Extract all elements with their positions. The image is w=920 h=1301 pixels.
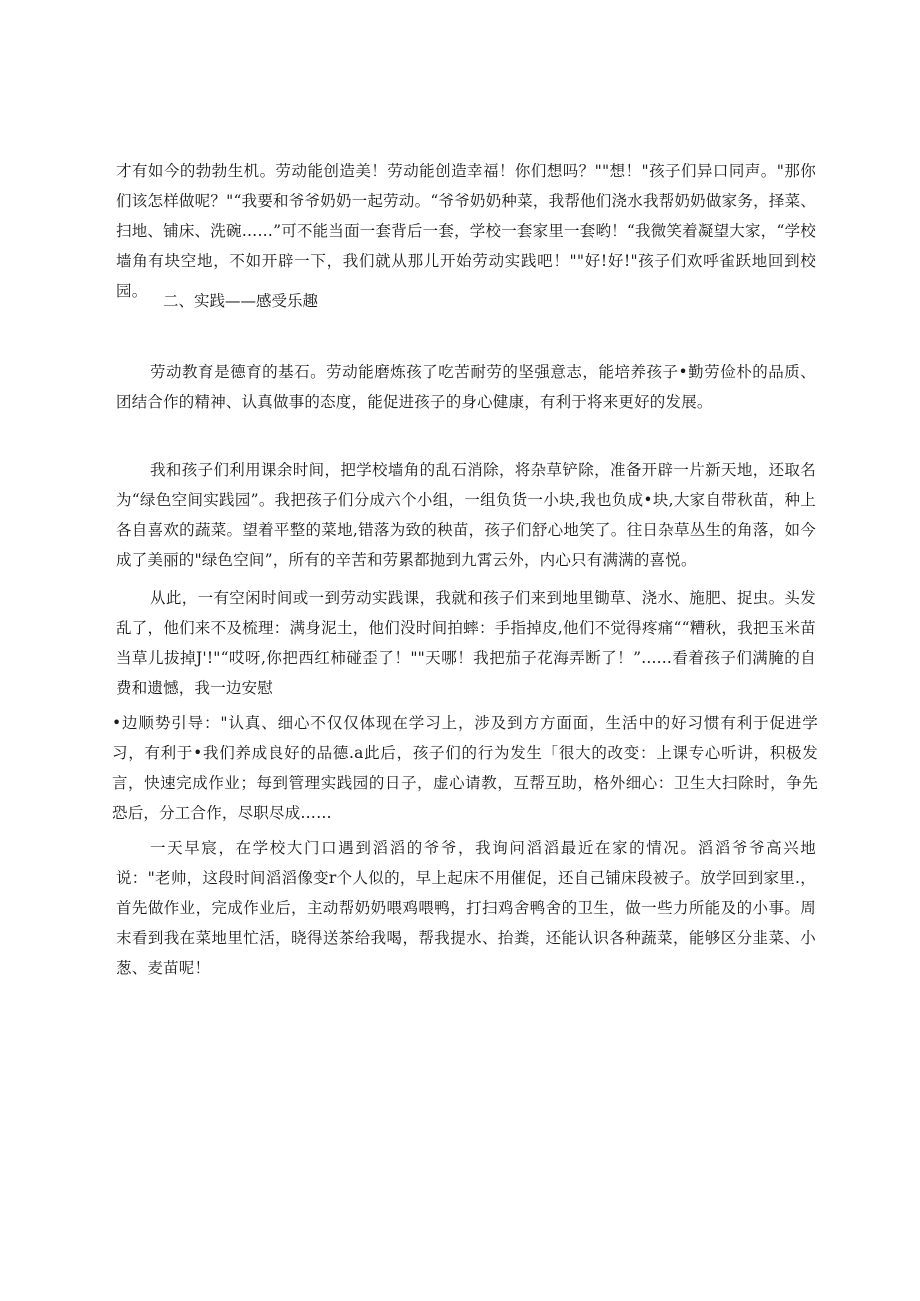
paragraph-2: 劳动教育是德育的基石。劳动能磨炼孩了吃苦耐劳的坚强意志，能培养孩子•勤劳俭朴的品质、团结合作的精神、认真做事的态度，能促进孩子的身心健康，有利于将来更好的发展。	[116, 363, 816, 411]
paragraph-4: 从此，一有空闲时间或一到劳动实践课，我就和孩子们来到地里锄草、浇水、施肥、捉虫。头发乱了，他们来不及梳理：满身泥土，他们没时间拍蟀：手指掉皮,他们不觉得疼痛““糟秋，我把玉米苗当草儿拔掉J'!"“哎呀,你把西红柿碰歪了！""天哪！我把茄子花海弄断了！”......看着孩子们满腌的自费和遗憾，我一边安慰	[116, 589, 816, 697]
paragraph-3: 我和孩子们利用课余时间，把学校墙角的乱石消除，将杂草铲除，准备开辟一片新天地，还取名为“绿色空间实践园”。我把孩子们分成六个小组，一组负货一小块,我也负成•块,大家自带秋苗，种上各自喜欢的蔬菜。望着平整的菜地,错落为致的秧苗，孩子们舒心地笑了。往日杂草丛生的角落，如今成了美丽的"绿色空间”，所有的辛苦和劳累都抛到九霄云外，内心只有满满的喜悦。	[116, 461, 816, 569]
section-heading: 二、实践——感受乐趣	[163, 292, 319, 310]
paragraph-5: •边顺势引导："认真、细心不仅仅体现在学习上，涉及到方方面面，生活中的好习惯有利于促进学习，有利于•我们养成良好的品德.a此后，孩子们的行为发生「很大的改变：上课专心听讲，积极发言，快速完成作业；每到管理实践园的日子，虚心请教，互帮互助，格外细心：卫生大扫除时，争先恐后，分工合作，尽职尽成……	[112, 714, 818, 822]
paragraph-1: 才有如今的勃勃生机。劳动能创造美！劳动能创造幸福！你们想吗？""想！"孩子们异口同声。"那你们该怎样做呢？"“我要和爷爷奶奶一起劳动。“爷爷奶奶种菜，我帮他们浇水我帮奶奶做家务，择菜、扫地、铺床、洗碗……”可不能当面一套背后一套，学校一套家里一套哟！“我微笑着凝望大家，“学校墙角有块空地，不如开辟一下，我们就从那儿开始劳动实践吧！""好!好!"孩子们欢呼雀跃地回到校园。	[116, 162, 816, 300]
paragraph-6: 一天早宸，在学校大门口遇到滔滔的爷爷，我询问滔滔最近在家的情况。滔滔爷爷高兴地说："老帅，这段时间滔滔像变r个人似的，早上起床不用催促，还自己铺床段被子。放学回到家里.，首先做作业，完成作业后，主动帮奶奶喂鸡喂鸭，打扫鸡舍鸭舍的卫生，做一些力所能及的小事。周末看到我在菜地里忙活，晓得送茶给我喝，帮我提水、抬粪，还能认识各种蔬菜，能够区分韭菜、小葱、麦苗呢！	[116, 839, 816, 977]
